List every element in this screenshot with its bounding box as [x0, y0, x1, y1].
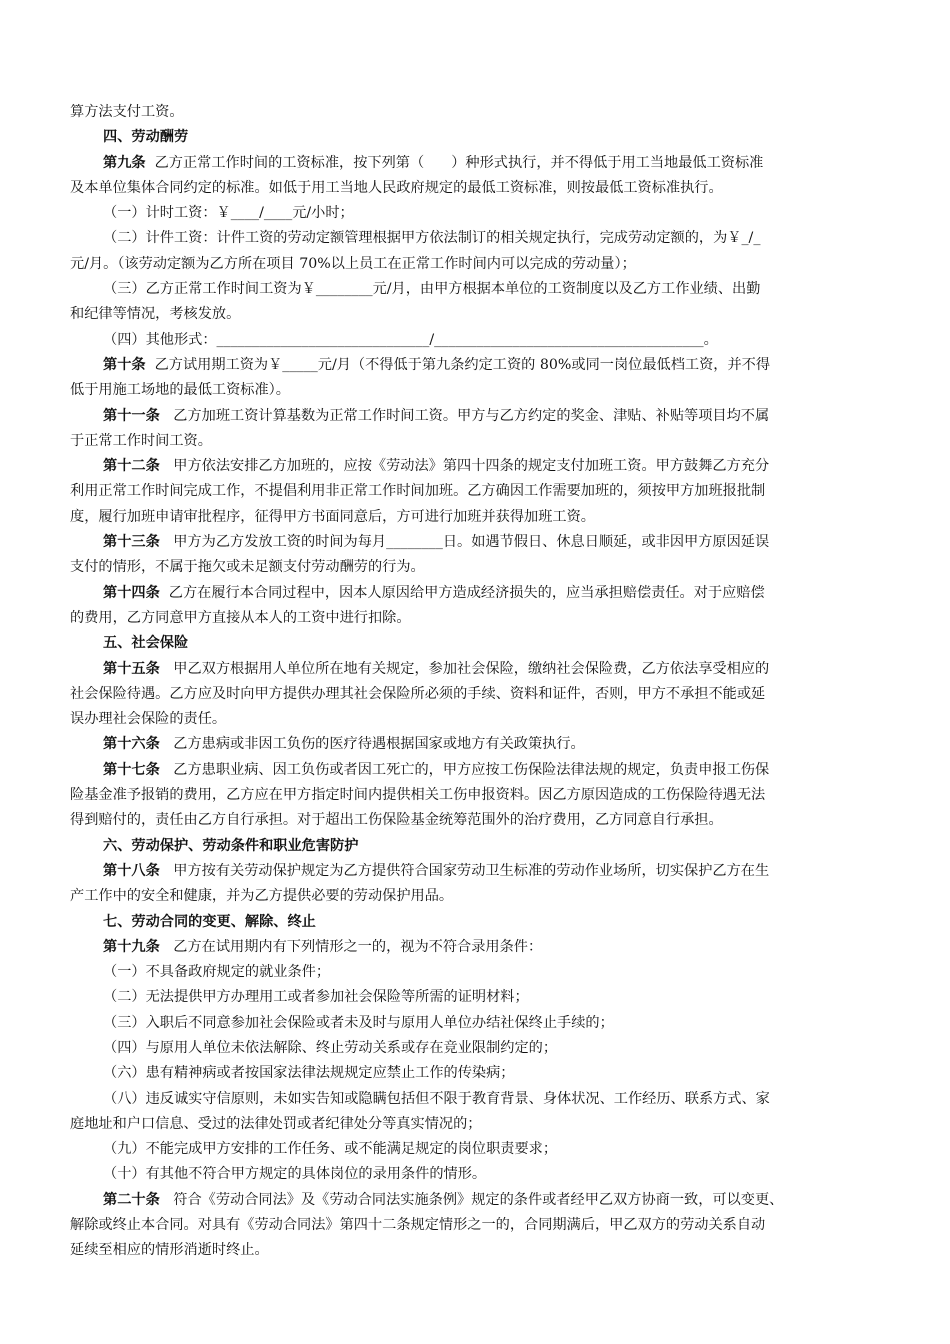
- body-line: [70, 707, 880, 732]
- body-line: [70, 479, 880, 504]
- article-text: 甲方依法安排乙方加班的，应按《劳动法》第四十四条的规定支付加班工资。甲方鼓舞乙方充分: [159, 458, 770, 475]
- body-line-text: 算方法支付工资。: [70, 104, 184, 120]
- body-line-text: 延续至相应的情形消逝时终止。: [70, 1242, 269, 1259]
- body-line: [70, 1213, 880, 1238]
- article-label: 第十一条: [103, 407, 160, 424]
- list-item: [70, 1011, 880, 1036]
- list-item: [70, 1162, 880, 1187]
- body-line-text: 社会保险待遇。乙方应及时向甲方提供办理其社会保险所必须的手续、资料和证件，否则，甲方不承担不能或延: [70, 685, 766, 702]
- body-line-text: 利用正常工作时间完成工作，不提倡利用非正常工作时间加班。乙方确因工作需要加班的，须按甲方加班报批制: [70, 483, 766, 500]
- article-line: [70, 758, 880, 783]
- article-text: 乙方患职业病、因工负伤或者因工死亡的，甲方应按工伤保险法律法规的规定，负责申报工伤保: [159, 761, 770, 778]
- body-line-text: 解除或终止本合同。对具有《劳动合同法》第四十二条规定情形之一的，合同期满后，甲乙双方的劳动关系自动: [70, 1217, 766, 1234]
- article-line: [70, 859, 880, 884]
- body-line: [70, 1112, 880, 1137]
- list-item: [70, 1087, 880, 1112]
- body-line: [70, 682, 880, 707]
- body-line: [70, 252, 880, 277]
- list-item: [70, 1137, 880, 1162]
- section-heading-text: 四、劳动酬劳: [103, 129, 189, 146]
- article-label: 第十六条: [103, 736, 160, 753]
- article-label: 第二十条: [103, 1191, 160, 1208]
- body-line: [70, 1238, 880, 1263]
- body-line: [70, 302, 880, 327]
- list-item-text: （九）不能完成甲方安排的工作任务、或不能满足规定的岗位职责要求；: [103, 1141, 558, 1158]
- list-item-text: （三）乙方正常工作时间工资为￥________元/月，由甲方根据本单位的工资制度以及乙方工作业绩、出勤: [103, 281, 761, 298]
- article-label: 第十五条: [103, 660, 160, 677]
- article-line: [70, 935, 880, 960]
- section-heading: [70, 834, 880, 859]
- article-text: 甲乙双方根据用人单位所在地有关规定，参加社会保险，缴纳社会保险费，乙方依法享受相应的: [159, 660, 770, 677]
- article-text: 乙方在试用期内有下列情形之一的，视为不符合录用条件：: [159, 938, 543, 955]
- article-text: 乙方正常工作时间的工资标准，按下列第（ ）种形式执行，并不得低于用工当地最低工资标准: [145, 154, 764, 171]
- article-text: 乙方试用期工资为￥_____元/月（不得低于第九条约定工资的 80%或同一岗位最低档工资，并不得: [145, 356, 771, 373]
- body-line-text: 产工作中的安全和健康，并为乙方提供必要的劳动保护用品。: [70, 888, 454, 905]
- list-item-text: （四）与原用人单位未依法解除、终止劳动关系或存在竞业限制约定的；: [103, 1039, 558, 1056]
- body-line: [70, 378, 880, 403]
- list-item-text: （十）有其他不符合甲方规定的具体岗位的录用条件的情形。: [103, 1166, 487, 1183]
- body-line: [70, 100, 880, 125]
- body-line-text: 于正常工作时间工资。: [70, 432, 212, 449]
- list-item: [70, 1061, 880, 1086]
- section-heading: [70, 910, 880, 935]
- body-line-text: 庭地址和户口信息、受过的法律处罚或者纪律处分等真实情况的；: [70, 1115, 482, 1132]
- list-item: [70, 960, 880, 985]
- article-text: 乙方在履行本合同过程中，因本人原因给甲方造成经济损失的，应当承担赔偿责任。对于应赔偿: [159, 584, 765, 601]
- article-label: 第十二条: [103, 458, 160, 475]
- article-label: 第十七条: [103, 761, 160, 778]
- article-line: [70, 454, 880, 479]
- body-line-text: 误办理社会保险的责任。: [70, 711, 227, 728]
- article-label: 第十八条: [103, 862, 160, 879]
- section-heading: [70, 125, 880, 150]
- list-item: [70, 201, 880, 226]
- article-text: 甲方为乙方发放工资的时间为每月________日。如遇节假日、休息日顺延，或非因甲方原因延误: [159, 534, 770, 551]
- body-line: [70, 429, 880, 454]
- body-line-text: 支付的情形，不属于拖欠或未足额支付劳动酬劳的行为。: [70, 559, 425, 576]
- body-line: [70, 606, 880, 631]
- list-item: [70, 226, 880, 251]
- article-line: [70, 657, 880, 682]
- body-line-text: 低于用施工场地的最低工资标准）。: [70, 382, 290, 399]
- section-heading-text: 七、劳动合同的变更、解除、终止: [103, 913, 316, 930]
- article-label: 第十九条: [103, 938, 160, 955]
- section-heading: [70, 631, 880, 656]
- body-line-text: 及本单位集体合同约定的标准。如低于用工当地人民政府规定的最低工资标准，则按最低工资标准执行。: [70, 179, 723, 196]
- article-label: 第十三条: [103, 534, 160, 551]
- article-line: [70, 151, 880, 176]
- list-item-text: （三）入职后不同意参加社会保险或者未及时与原用人单位办结社保终止手续的；: [103, 1014, 614, 1031]
- article-text: 乙方加班工资计算基数为正常工作时间工资。甲方与乙方约定的奖金、津贴、补贴等项目均不属: [159, 407, 770, 424]
- body-line-text: 和纪律等情况，考核发放。: [70, 306, 241, 323]
- body-line-text: 的费用，乙方同意甲方直接从本人的工资中进行扣除。: [70, 609, 411, 626]
- body-line-text: 元/月。（该劳动定额为乙方所在项目 70%以上员工在正常工作时间内可以完成的劳动量）；: [70, 255, 636, 272]
- body-line: [70, 176, 880, 201]
- list-item: [70, 985, 880, 1010]
- article-text: 符合《劳动合同法》及《劳动合同法实施条例》规定的条件或者经甲乙双方协商一致，可以变更、: [159, 1191, 784, 1208]
- section-heading-text: 五、社会保险: [103, 635, 189, 652]
- list-item-text: （六）患有精神病或者按国家法律法规规定应禁止工作的传染病；: [103, 1065, 515, 1082]
- body-line: [70, 505, 880, 530]
- article-label: 第十四条: [103, 584, 160, 601]
- article-line: [70, 530, 880, 555]
- list-item-text: （二）无法提供甲方办理用工或者参加社会保险等所需的证明材料；: [103, 989, 529, 1006]
- list-item-text: （一）计时工资：￥____/____元/小时；: [103, 205, 354, 222]
- body-line-text: 险基金准予报销的费用，乙方应在甲方指定时间内提供相关工伤申报资料。因乙方原因造成的工伤保险待遇无法: [70, 787, 766, 804]
- body-line: [70, 884, 880, 909]
- list-item-text: （八）违反诚实守信原则，未如实告知或隐瞒包括但不限于教育背景、身体状况、工作经历、联系方式、家: [103, 1090, 770, 1107]
- list-item-text: （四）其他形式：______________________________/______________________________________。: [103, 331, 718, 348]
- article-text: 乙方患病或非因工负伤的医疗待遇根据国家或地方有关政策执行。: [159, 736, 585, 753]
- article-text: 甲方按有关劳动保护规定为乙方提供符合国家劳动卫生标准的劳动作业场所，切实保护乙方在生: [159, 862, 770, 879]
- section-heading-text: 六、劳动保护、劳动条件和职业危害防护: [103, 837, 359, 854]
- list-item-text: （二）计件工资：计件工资的劳动定额管理根据甲方依法制订的相关规定执行，完成劳动定额的，为￥_/_: [103, 230, 761, 247]
- article-line: [70, 732, 880, 757]
- body-line-text: 得到赔付的，责任由乙方自行承担。对于超出工伤保险基金统筹范围外的治疗费用，乙方同意自行承担。: [70, 812, 723, 829]
- body-line-text: 度，履行加班申请审批程序，征得甲方书面同意后，方可进行加班并获得加班工资。: [70, 508, 595, 525]
- article-line: [70, 353, 880, 378]
- article-label: 第十条: [103, 356, 146, 373]
- list-item: [70, 277, 880, 302]
- list-item-text: （一）不具备政府规定的就业条件；: [103, 964, 331, 981]
- body-line: [70, 808, 880, 833]
- list-item: [70, 1036, 880, 1061]
- article-line: [70, 581, 880, 606]
- list-item: [70, 328, 880, 353]
- article-line: [70, 1188, 880, 1213]
- article-line: [70, 404, 880, 429]
- body-line: [70, 783, 880, 808]
- article-label: 第九条: [103, 154, 146, 171]
- body-line: [70, 555, 880, 580]
